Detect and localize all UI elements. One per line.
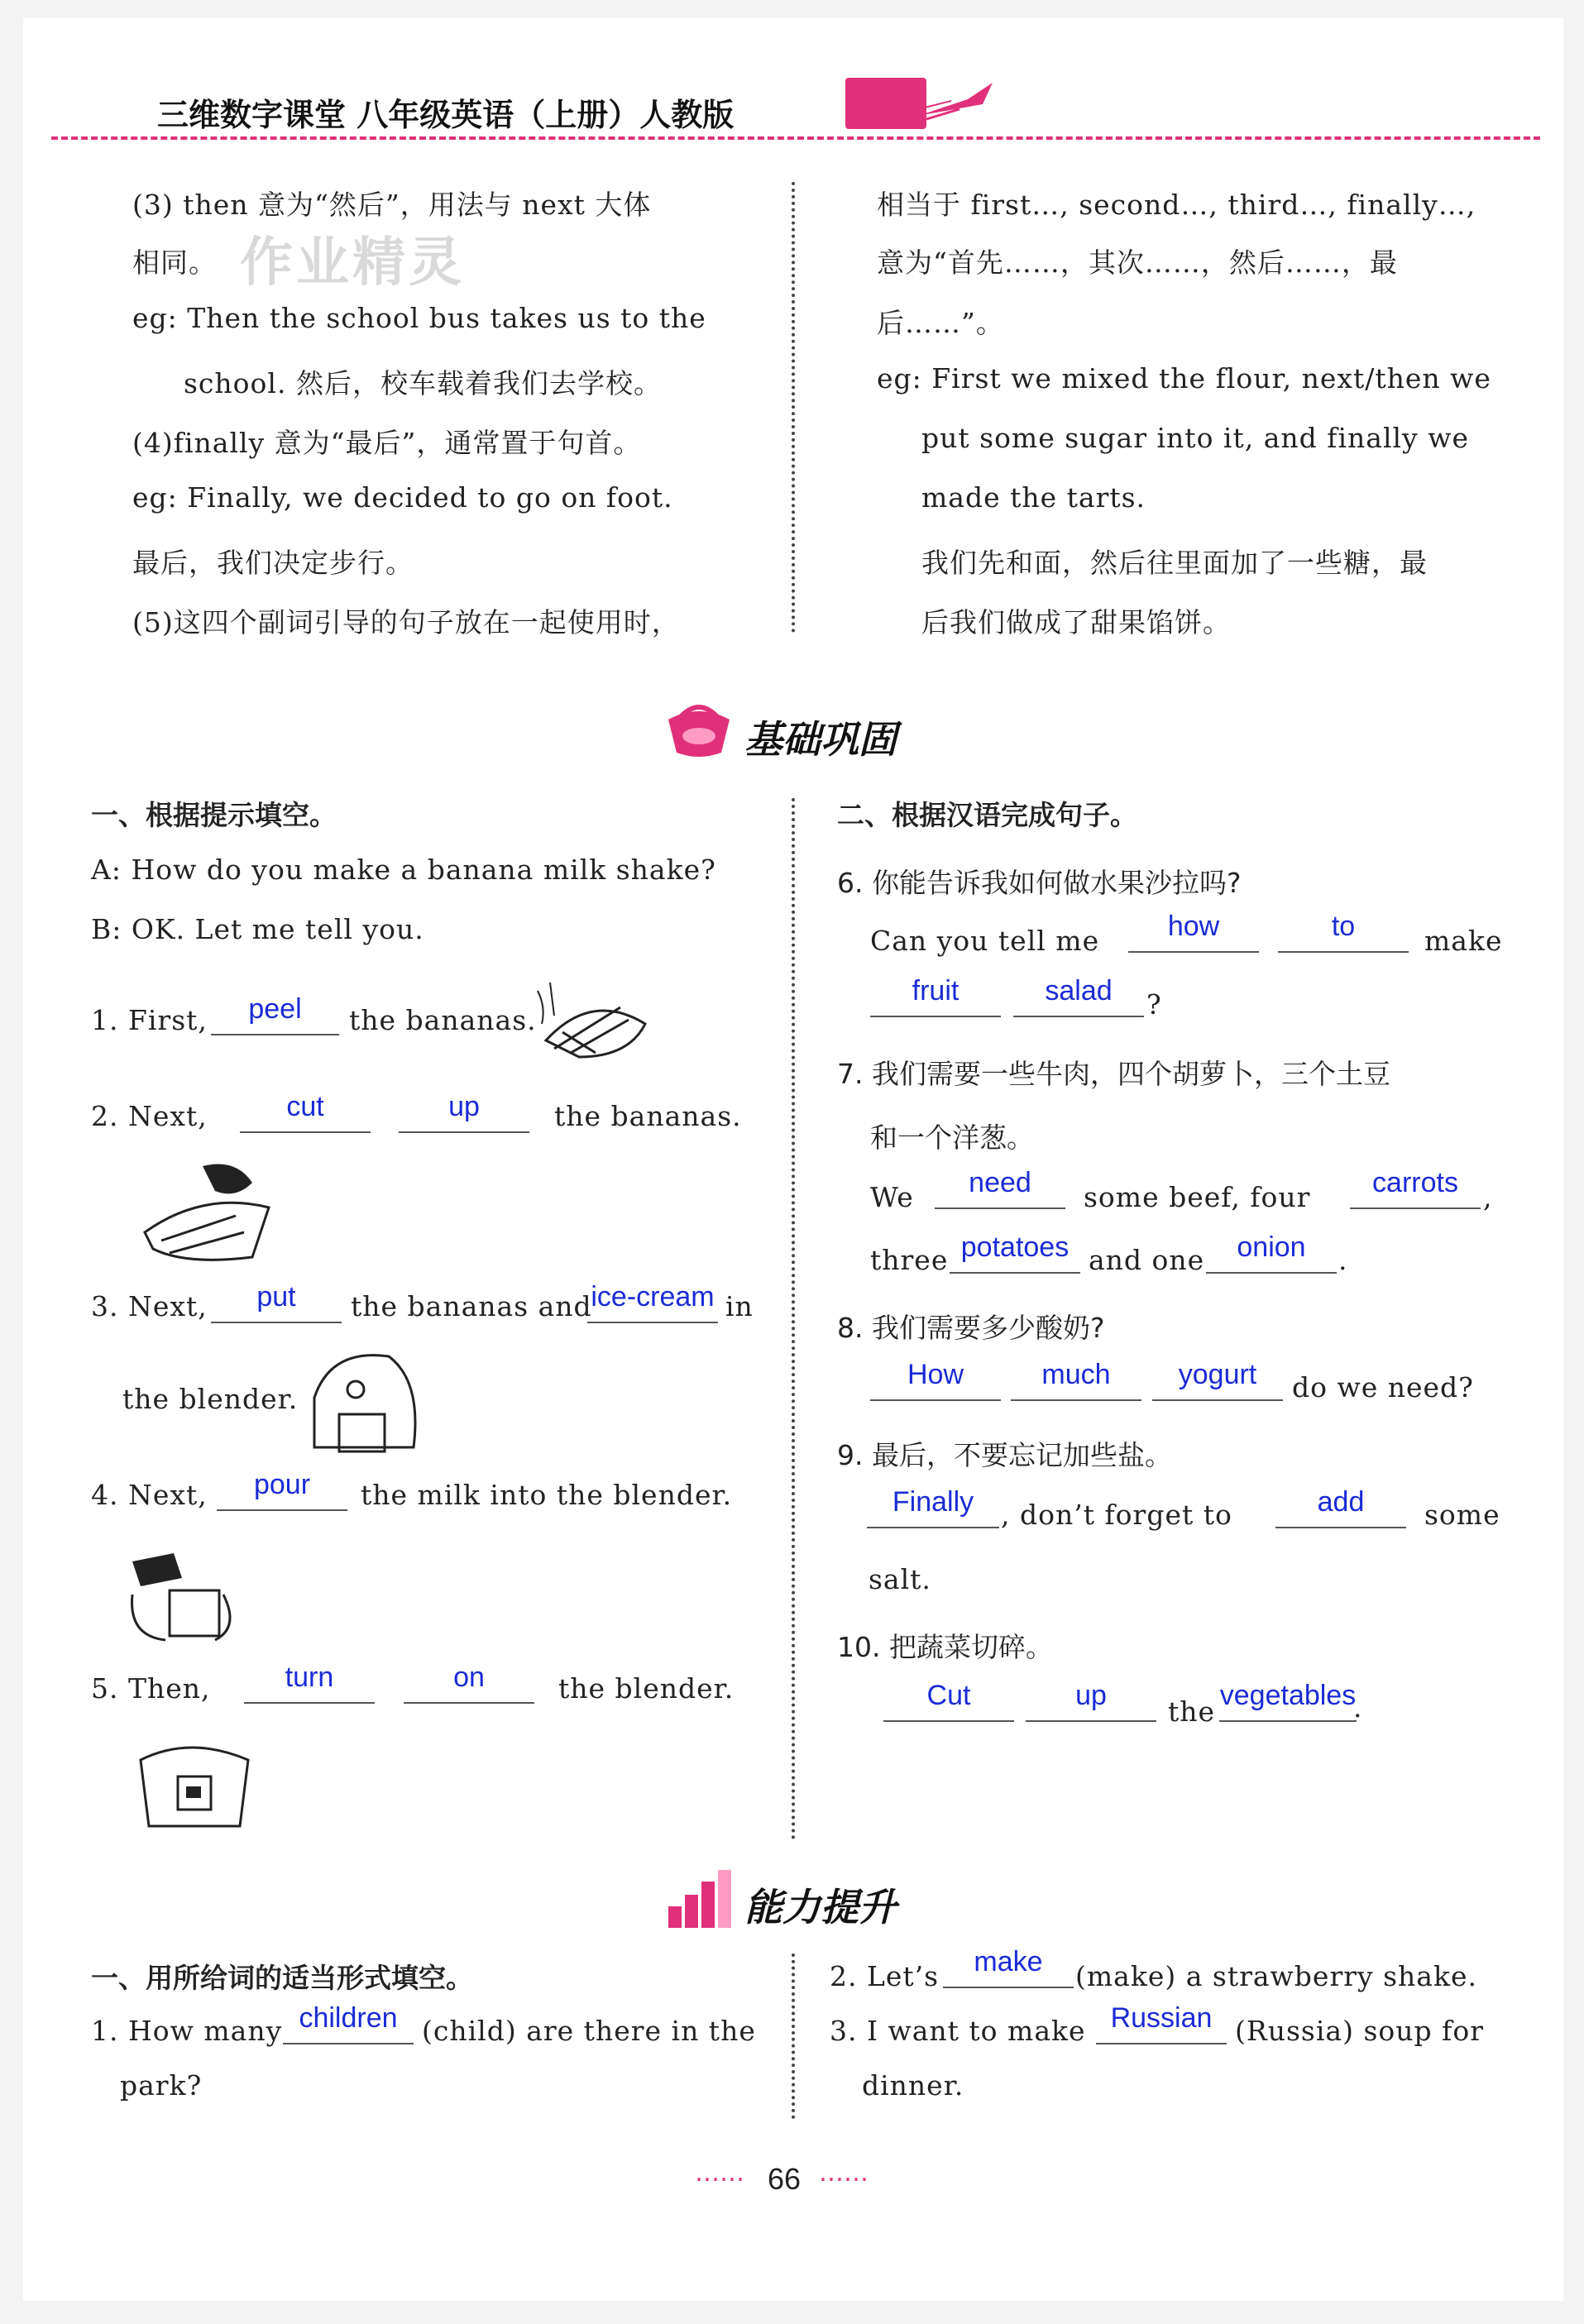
q2-answer-2[interactable]: up	[399, 1090, 529, 1133]
q1-prefix: 1. First,	[91, 1004, 208, 1036]
q1-answer[interactable]: peel	[211, 992, 339, 1035]
note-left-4: school. 然后，校车载着我们去学校。	[184, 367, 662, 399]
q9-middle: , don’t forget to	[1001, 1499, 1232, 1531]
q7-middle-2: and one	[1089, 1244, 1205, 1276]
q10-chinese: 10. 把蔬菜切碎。	[837, 1631, 1053, 1663]
q7-end-2: .	[1338, 1244, 1348, 1276]
note-left-2: 相同。	[132, 246, 217, 279]
s2-q3-suffix-2: dinner.	[862, 2069, 964, 2102]
q10-end: .	[1353, 1691, 1363, 1724]
header-divider	[51, 136, 1540, 140]
q6-answer-3[interactable]: fruit	[870, 974, 1001, 1017]
q7-answer-1[interactable]: need	[935, 1166, 1065, 1209]
q2-answer-1[interactable]: cut	[240, 1090, 371, 1133]
q6-prefix: Can you tell me	[870, 925, 1100, 957]
note-right-2: 意为“首先……，其次……，然后……，最	[877, 246, 1398, 279]
q9-suffix: some	[1424, 1499, 1500, 1531]
note-right-8: 后我们做成了甜果馅饼。	[921, 606, 1231, 638]
page-number: 66	[768, 2162, 802, 2196]
s2-q2-prefix: 2. Let’s	[830, 1960, 940, 1992]
s2-q2-suffix: (make) a strawberry shake.	[1075, 1960, 1478, 1992]
note-left-5: (4)finally 意为“最后”，通常置于句首。	[132, 427, 642, 459]
q6-suffix: make	[1424, 925, 1503, 957]
rocket-icon	[910, 76, 1009, 126]
section2-divider	[792, 1953, 795, 2119]
bar-chart-icon	[662, 1865, 736, 1931]
q10-answer-1[interactable]: Cut	[883, 1679, 1014, 1722]
q6-end: ?	[1146, 988, 1162, 1021]
s2-q3-answer[interactable]: Russian	[1096, 2001, 1227, 2044]
dialog-b: B: OK. Let me tell you.	[91, 913, 424, 945]
q9-suffix-2: salt.	[869, 1563, 931, 1595]
q6-answer-4[interactable]: salad	[1013, 974, 1144, 1017]
q7-answer-4[interactable]: onion	[1206, 1231, 1337, 1274]
partB-heading: 二、根据汉语完成句子。	[837, 799, 1137, 831]
q6-chinese: 6. 你能告诉我如何做水果沙拉吗?	[837, 867, 1242, 899]
watermark: 作业精灵	[240, 232, 465, 294]
q10-middle: the	[1168, 1695, 1216, 1728]
q4-answer[interactable]: pour	[217, 1468, 347, 1511]
basket-icon	[662, 695, 736, 761]
note-left-3: eg: Then the school bus takes us to the	[132, 302, 706, 334]
q6-answer-1[interactable]: how	[1128, 910, 1259, 953]
q7-prefix-2: three	[870, 1244, 949, 1276]
s2-q1-prefix: 1. How many	[91, 2015, 283, 2047]
q3-answer-1[interactable]: put	[211, 1280, 342, 1323]
s2-q1-answer[interactable]: children	[283, 2001, 414, 2044]
s2-q1-suffix: (child) are there in the	[422, 2015, 756, 2047]
q7-prefix: We	[870, 1181, 914, 1213]
partA-heading: 一、根据提示填空。	[91, 799, 337, 831]
q7-answer-2[interactable]: carrots	[1350, 1166, 1481, 1209]
q10-answer-3[interactable]: vegetables	[1219, 1679, 1357, 1722]
cutting-illustration	[136, 1158, 277, 1265]
q4-suffix: the milk into the blender.	[361, 1479, 733, 1511]
q3-answer-2[interactable]: ice-cream	[587, 1280, 718, 1323]
footer-dots-left: ……	[695, 2159, 744, 2188]
note-right-4: eg: First we mixed the flour, next/then we	[877, 362, 1491, 395]
q7-answer-3[interactable]: potatoes	[950, 1231, 1080, 1274]
s2-q3-suffix: (Russia) soup for	[1235, 2015, 1484, 2047]
q5-answer-1[interactable]: turn	[244, 1661, 375, 1704]
q3-middle: the bananas and	[351, 1290, 592, 1322]
note-right-5: put some sugar into it, and finally we	[921, 422, 1469, 454]
q7-end: ,	[1483, 1181, 1493, 1213]
q3-prefix: 3. Next,	[91, 1290, 208, 1322]
footer-dots-right: ……	[819, 2159, 869, 2188]
s2-q2-answer[interactable]: make	[943, 1945, 1074, 1988]
section1-title: 基础巩固	[744, 717, 897, 762]
note-left-6: eg: Finally, we decided to go on foot.	[132, 481, 673, 514]
header-title: 三维数字课堂 八年级英语（上册）人教版	[157, 97, 735, 133]
note-right-1: 相当于 first…, second…, third…, finally…,	[877, 189, 1476, 221]
section2-title: 能力提升	[744, 1885, 897, 1929]
q1-suffix: the bananas.	[349, 1004, 537, 1036]
s2-q1-suffix-2: park?	[120, 2069, 203, 2102]
q5-prefix: 5. Then,	[91, 1672, 211, 1705]
q4-prefix: 4. Next,	[91, 1479, 208, 1511]
note-right-3: 后……”。	[877, 307, 1004, 339]
q9-chinese: 9. 最后，不要忘记加些盐。	[837, 1439, 1172, 1471]
q5-answer-2[interactable]: on	[404, 1661, 534, 1704]
q10-answer-2[interactable]: up	[1026, 1679, 1156, 1722]
q8-answer-3[interactable]: yogurt	[1152, 1358, 1283, 1401]
q8-suffix: do we need?	[1292, 1371, 1474, 1403]
pouring-illustration	[124, 1545, 248, 1644]
s2-q3-prefix: 3. I want to make	[830, 2015, 1086, 2047]
q3-suffix: in	[725, 1290, 754, 1322]
note-right-7: 我们先和面，然后往里面加了一些糖，最	[921, 547, 1428, 579]
q9-answer-1[interactable]: Finally	[867, 1485, 999, 1528]
note-left-7: 最后，我们决定步行。	[132, 547, 414, 579]
peeling-illustration	[529, 974, 653, 1065]
switch-on-illustration	[132, 1735, 256, 1834]
section1-divider	[792, 798, 795, 1840]
section2-heading: 一、用所给词的适当形式填空。	[91, 1962, 473, 1994]
q7-middle: some beef, four	[1084, 1181, 1311, 1213]
note-right-6: made the tarts.	[921, 481, 1146, 514]
dialog-a: A: How do you make a banana milk shake?	[91, 854, 716, 886]
q7-chinese: 7. 我们需要一些牛肉，四个胡萝卜，三个土豆	[837, 1058, 1390, 1090]
q8-answer-2[interactable]: much	[1011, 1358, 1141, 1401]
blender-illustration	[298, 1348, 430, 1456]
notes-divider	[792, 182, 795, 633]
q8-chinese: 8. 我们需要多少酸奶?	[837, 1312, 1105, 1344]
q9-answer-2[interactable]: add	[1275, 1485, 1406, 1528]
q2-suffix: the bananas.	[554, 1100, 742, 1132]
note-left-8: (5)这四个副词引导的句子放在一起使用时，	[132, 606, 680, 638]
q2-prefix: 2. Next,	[91, 1100, 208, 1132]
q3-suffix-2: the blender.	[122, 1383, 299, 1415]
q6-answer-2[interactable]: to	[1278, 910, 1409, 953]
q8-answer-1[interactable]: How	[870, 1358, 1001, 1401]
q7-chinese-2: 和一个洋葱。	[870, 1121, 1034, 1154]
q5-suffix: the blender.	[558, 1672, 735, 1705]
note-left-1: (3) then 意为“然后”，用法与 next 大体	[132, 189, 652, 221]
